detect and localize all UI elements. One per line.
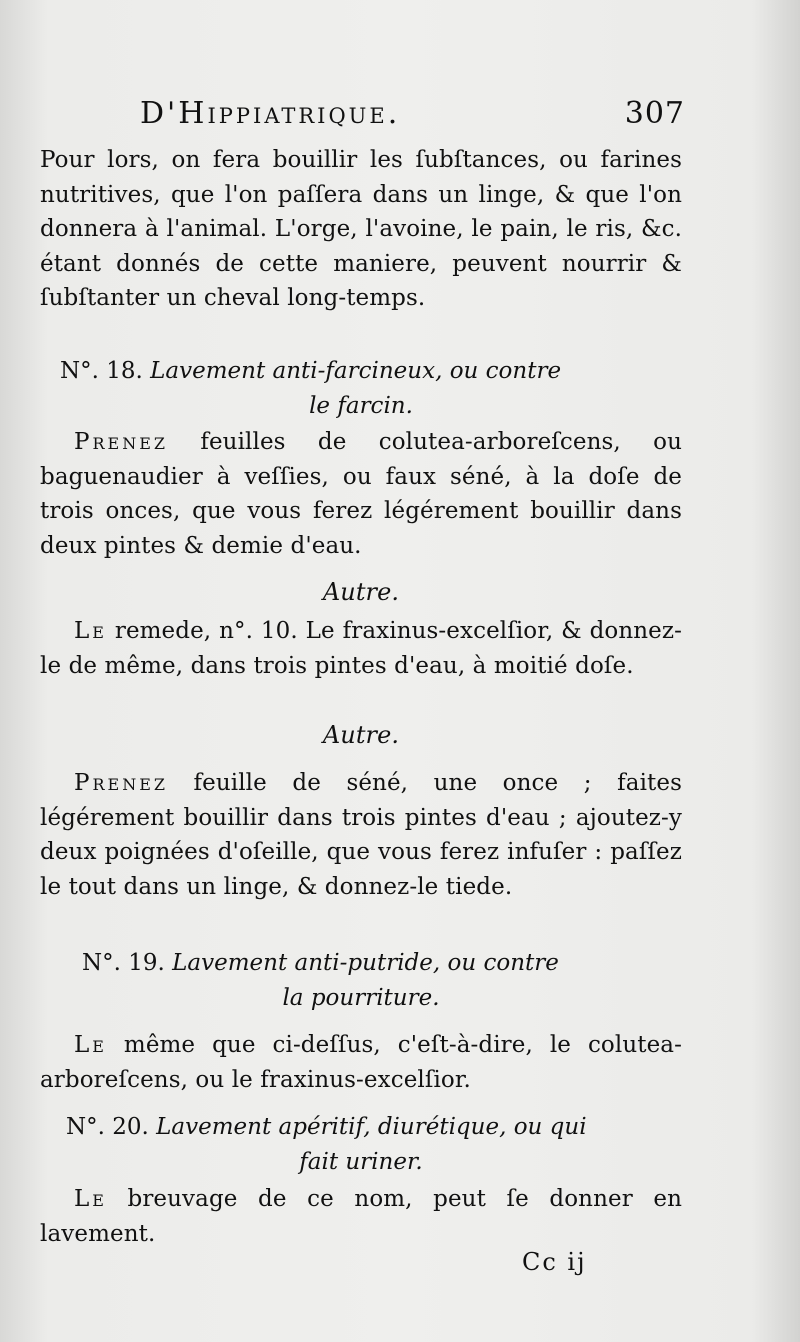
section-19 <box>40 946 682 1015</box>
autre-1-body-block <box>40 614 682 683</box>
section-18-body-block <box>40 425 682 563</box>
section-18-lead: Prenez <box>74 429 168 455</box>
section-20-title-line2: fait uriner. <box>299 1148 423 1175</box>
autre-2 <box>40 718 682 753</box>
section-20-paragraph <box>40 1182 682 1251</box>
section-19-title-line1: Lavement anti-putride, ou contre <box>172 950 559 976</box>
signature-mark: Cc ij <box>522 1248 587 1276</box>
section-18 <box>40 354 682 423</box>
section-18-title-line2: le farcin. <box>309 392 413 419</box>
paragraph-intro: Pour lors, on fera bouillir les ſubſtances, ou farines nutritives, que l'on paſſera dans un linge, & que l'on donnera à l'animal. L'orge, l'avoine, le pain, le ris, &c. étant donnés de cette maniere, peuvent nourrir & ſubſtanter un cheval long-temps. <box>40 147 682 311</box>
section-20-heading <box>40 1110 682 1179</box>
autre-1 <box>40 575 682 610</box>
autre-2-body-block <box>40 766 682 904</box>
running-header <box>140 96 685 140</box>
running-title: D'Hippiatrique. <box>140 96 401 131</box>
page-number: 307 <box>624 96 685 131</box>
autre-1-lead: Le <box>74 618 107 644</box>
autre-1-paragraph <box>40 614 682 683</box>
section-19-body-block <box>40 1028 682 1097</box>
section-19-heading <box>40 946 682 1015</box>
section-18-heading <box>40 354 682 423</box>
autre-1-label: Autre. <box>322 578 400 606</box>
section-18-title-line1: Lavement anti-farcineux, ou contre <box>150 358 562 384</box>
section-19-paragraph <box>40 1028 682 1097</box>
section-20-lead: Le <box>74 1186 107 1212</box>
section-19-lead: Le <box>74 1032 107 1058</box>
section-20 <box>40 1110 682 1179</box>
section-19-title-line2: la pourriture. <box>282 984 440 1011</box>
section-20-body-block <box>40 1182 682 1251</box>
autre-2-paragraph <box>40 766 682 904</box>
section-20-body: breuvage de ce nom, peut ſe donner en lavement. <box>40 1186 682 1247</box>
section-20-title-line1: Lavement apéritif, diurétique, ou qui <box>156 1114 587 1140</box>
autre-1-body: remede, n°. 10. Le fraxinus-excelſior, & donnez-le de même, dans trois pintes d'eau, à moitié doſe. <box>40 618 682 679</box>
autre-2-label: Autre. <box>322 721 400 749</box>
autre-2-body: feuille de séné, une once ; faites légérement bouillir dans trois pintes d'eau ; ajoutez-y deux poignées d'oſeille, que vous ferez infuſer : paſſez le tout dans un linge, & donnez-le tiede. <box>40 770 682 900</box>
section-18-paragraph <box>40 425 682 563</box>
section-19-body: même que ci-deſſus, c'eſt-à-dire, le colutea-arboreſcens, ou le fraxinus-excelſior. <box>40 1032 682 1093</box>
autre-2-lead: Prenez <box>74 770 168 796</box>
text-block-top <box>40 143 682 316</box>
section-20-number: N°. 20. <box>66 1114 149 1140</box>
section-19-number: N°. 19. <box>82 950 165 976</box>
section-18-body: feuilles de colutea-arboreſcens, ou baguenaudier à veſſies, ou faux séné, à la doſe de trois onces, que vous ferez légérement bouillir dans deux pintes & demie d'eau. <box>40 429 682 559</box>
section-18-number: N°. 18. <box>60 358 143 384</box>
